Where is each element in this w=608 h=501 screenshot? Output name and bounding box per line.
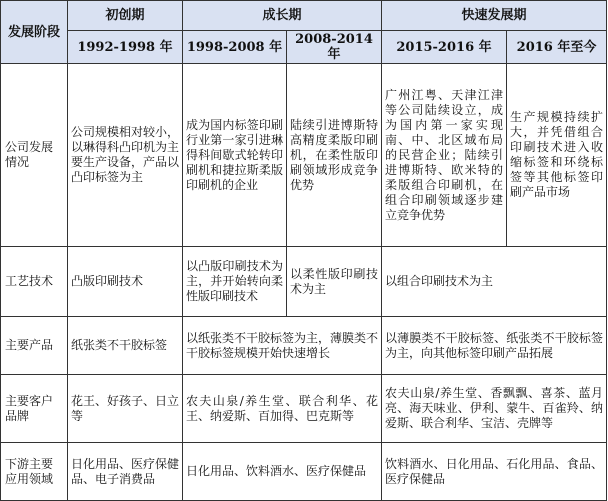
header-period-1998-2008: 1998-2008 年 [183,31,287,64]
header-row-periods [1,31,607,64]
header-period-1992-1998: 1992-1998 年 [68,31,183,64]
row-process-technology [1,247,607,317]
header-period-2015-2016: 2015-2016 年 [382,31,507,64]
header-phase-growth: 成长期 [183,1,382,31]
header-phase-rapid: 快速发展期 [382,1,607,31]
cell-field-startup: 日化用品、医疗保健品、电子消费品 [68,443,183,501]
cell-company-2008-2014: 陆续引进博斯特高精度柔版印刷机，在柔性版印刷领域形成竞争优势 [287,64,382,247]
cell-tech-startup: 凸版印刷技术 [68,247,183,317]
row-label-field: 下游主要应用领域 [1,443,68,501]
row-main-products [1,317,607,375]
cell-field-growth: 日化用品、饮料酒水、医疗保健品 [183,443,382,501]
row-label-product: 主要产品 [1,317,68,375]
header-period-2016-now: 2016 年至今 [507,31,607,64]
header-phase-startup: 初创期 [68,1,183,31]
cell-brand-rapid: 农夫山泉/养生堂、香飘飘、喜茶、蓝月亮、海天味业、伊利、蒙牛、百雀羚、纳爱斯、联合利华、宝洁、壳牌等 [382,375,607,443]
row-label-company: 公司发展情况 [1,64,68,247]
cell-field-rapid: 饮料酒水、日化用品、石化用品、食品、医疗保健品 [382,443,607,501]
header-stage-label: 发展阶段 [1,1,68,64]
cell-company-2016-now: 生产规模持续扩大，并凭借组合印刷技术进入收缩标签和环绕标签等其他标签印刷产品市场 [507,64,607,247]
row-downstream-fields [1,443,607,501]
cell-product-growth: 以纸张类不干胶标签为主，薄膜类不干胶标签规模开始快速增长 [183,317,382,375]
cell-tech-2008-2014: 以柔性版印刷技术为主 [287,247,382,317]
header-row-phases [1,1,607,31]
row-customer-brands [1,375,607,443]
cell-tech-rapid: 以组合印刷技术为主 [382,247,607,317]
cell-tech-1998-2008: 以凸版印刷技术为主，并开始转向柔性版印刷技术 [183,247,287,317]
cell-brand-startup: 花王、好孩子、日立等 [68,375,183,443]
cell-product-rapid: 以薄膜类不干胶标签、纸张类不干胶标签为主，向其他标签印刷产品拓展 [382,317,607,375]
row-company-development [1,64,607,247]
header-period-2008-2014: 2008-2014 年 [287,31,382,64]
row-label-brand: 主要客户品牌 [1,375,68,443]
cell-company-startup: 公司规模相对较小，以琳得科凸印机为主要生产设备，产品以凸印标签为主 [68,64,183,247]
row-label-tech: 工艺技术 [1,247,68,317]
cell-brand-growth: 农夫山泉/养生堂、联合利华、花王、纳爱斯、百加得、巴克斯等 [183,375,382,443]
cell-company-2015-2016: 广州江粤、天津江津等公司陆续设立，成为国内第一家实现南、中、北区域布局的民营企业；陆续引进博斯特、欧米特的柔版组合印刷机，在组合印刷领域逐步建立竞争优势 [382,64,507,247]
cell-product-startup: 纸张类不干胶标签 [68,317,183,375]
cell-company-1998-2008: 成为国内标签印刷行业第一家引进琳得科间歇式轮转印刷机和捷拉斯柔版印刷机的企业 [183,64,287,247]
